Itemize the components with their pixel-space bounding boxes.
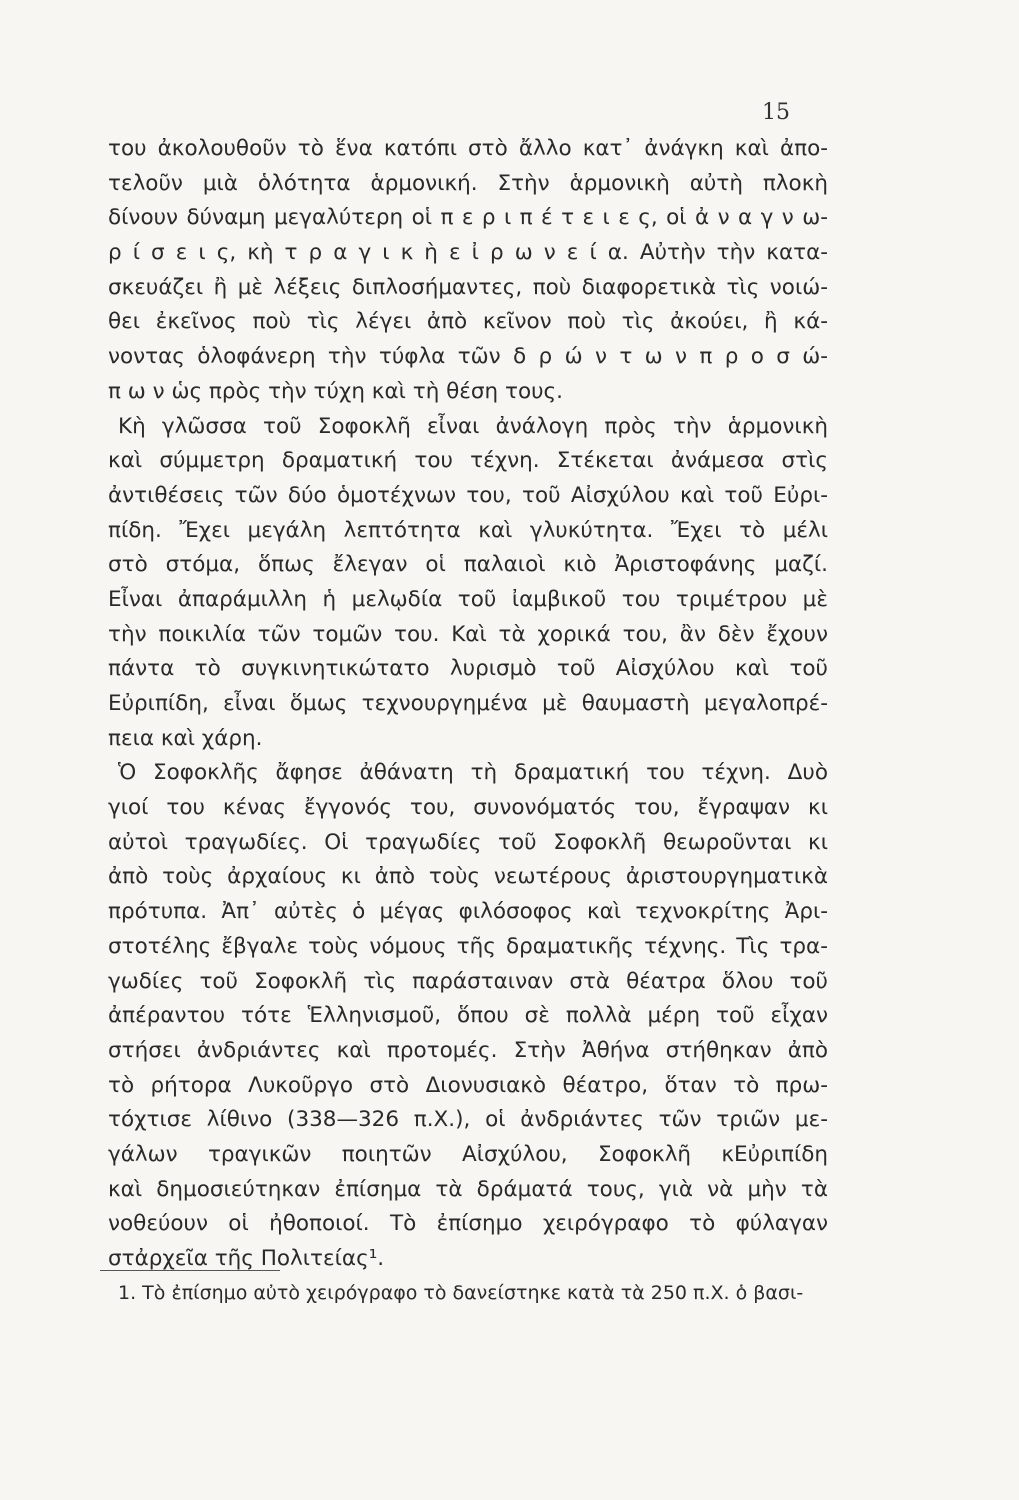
footnote: 1. Τὸ ἐπίσημο αὐτὸ χειρόγραφο τὸ δανείστηκε κατὰ τὰ 250 π.Χ. ὁ βασι- xyxy=(118,1282,804,1304)
body-text xyxy=(108,132,828,1277)
text-line: στἀρχεῖα τῆς Πολιτείας¹. xyxy=(108,1246,385,1271)
text-line: καὶ δημοσιεύτηκαν ἐπίσημα τὰ δράματά τους, γιὰ νὰ μὴν τὰ xyxy=(108,1176,828,1202)
text-line: θει ἐκεῖνος ποὺ τὶς λέγει ἀπὸ κεῖνον ποὺ τὶς ἀκούει, ἢ κά- xyxy=(108,309,828,335)
text-line: νοντας ὁλοφάνερη τὴν τύφλα τῶν δ ρ ώ ν τ ω ν π ρ ο σ ώ- xyxy=(108,344,828,370)
text-line: δίνουν δύναμη μεγαλύτερη οἱ π ε ρ ι π έ τ ε ι ε ς, οἱ ἀ ν α γ ν ω- xyxy=(108,205,828,231)
text-line: γωδίες τοῦ Σοφοκλῆ τὶς παράσταιναν στὰ θέατρα ὅλου τοῦ xyxy=(108,968,828,994)
text-line: πίδη. Ἔχει μεγάλη λεπτότητα καὶ γλυκύτητα. Ἔχει τὸ μέλι xyxy=(108,517,828,543)
text-line: τόχτισε λίθινο (338—326 π.Χ.), οἱ ἀνδριάντες τῶν τριῶν με- xyxy=(108,1107,828,1133)
text-line: γιοί του κένας ἔγγονός του, συνονόματός του, ἔγραψαν κι xyxy=(108,795,828,821)
text-line: στὸ στόμα, ὅπως ἔλεγαν οἱ παλαιοὶ κιὸ Ἀριστοφάνης μαζί. xyxy=(108,552,828,578)
text-line: καὶ σύμμετρη δραματική του τέχνη. Στέκεται ἀνάμεσα στὶς xyxy=(108,448,828,474)
text-line: στοτέλης ἔβγαλε τοὺς νόμους τῆς δραματικῆς τέχνης. Τὶς τρα- xyxy=(108,933,828,959)
text-line: πάντα τὸ συγκινητικώτατο λυρισμὸ τοῦ Αἰσχύλου καὶ τοῦ xyxy=(108,656,828,682)
text-line: Κὴ γλῶσσα τοῦ Σοφοκλῆ εἶναι ἀνάλογη πρὸς τὴν ἁρμονικὴ xyxy=(118,413,828,439)
text-line: Εὐριπίδη, εἶναι ὅμως τεχνουργημένα μὲ θαυμαστὴ μεγαλοπρέ- xyxy=(108,691,828,716)
text-line: του ἀκολουθοῦν τὸ ἕνα κατόπι στὸ ἄλλο κατ᾽ ἀνάγκη καὶ ἀπο- xyxy=(108,136,828,161)
text-line: τὸ ρήτορα Λυκοῦργο στὸ Διονυσιακὸ θέατρο, ὅταν τὸ πρω- xyxy=(108,1072,828,1098)
text-line: στήσει ἀνδριάντες καὶ προτομές. Στὴν Ἀθήνα στήθηκαν ἀπὸ xyxy=(108,1037,828,1063)
text-line: Ὁ Σοφοκλῆς ἄφησε ἀθάνατη τὴ δραματική του τέχνη. Δυὸ xyxy=(118,760,828,786)
text-line: αὐτοὶ τραγωδίες. Οἱ τραγωδίες τοῦ Σοφοκλῆ θεωροῦνται κι xyxy=(108,829,828,855)
text-line: γάλων τραγικῶν ποιητῶν Αἰσχύλου, Σοφοκλῆ κΕὐριπίδη xyxy=(108,1141,828,1167)
text-line: π ω ν ὡς πρὸς τὴν τύχη καὶ τὴ θέση τους. xyxy=(108,378,564,404)
text-line: σκευάζει ἢ μὲ λέξεις διπλοσήμαντες, ποὺ διαφορετικὰ τὶς νοιώ- xyxy=(108,274,828,300)
text-line: Εἶναι ἀπαράμιλλη ἡ μελῳδία τοῦ ἰαμβικοῦ του τριμέτρου μὲ xyxy=(108,586,828,612)
footnote-divider xyxy=(100,1270,280,1271)
text-line: ἀντιθέσεις τῶν δύο ὁμοτέχνων του, τοῦ Αἰσχύλου καὶ τοῦ Εὐρι- xyxy=(108,482,828,508)
text-line: πρότυπα. Ἀπ᾽ αὐτὲς ὁ μέγας φιλόσοφος καὶ τεχνοκρίτης Ἀρι- xyxy=(108,899,828,925)
text-line: ἀπέραντου τότε Ἑλληνισμοῦ, ὅπου σὲ πολλὰ μέρη τοῦ εἶχαν xyxy=(108,1003,828,1029)
text-line: νοθεύουν οἱ ἠθοποιοί. Τὸ ἐπίσημο χειρόγραφο τὸ φύλαγαν xyxy=(108,1211,828,1237)
text-line: τὴν ποικιλία τῶν τομῶν του. Καὶ τὰ χορικά του, ἂν δὲν ἔχουν xyxy=(108,621,828,647)
text-line: πεια καὶ χάρη. xyxy=(108,725,263,751)
text-line: ἀπὸ τοὺς ἀρχαίους κι ἀπὸ τοὺς νεωτέρους ἀριστουργηματικὰ xyxy=(108,864,828,890)
text-line: ρ ί σ ε ι ς, κὴ τ ρ α γ ι κ ὴ ε ἰ ρ ω ν ε ί α. Αὐτὴν τὴν κατα- xyxy=(108,240,828,266)
page-number: 15 xyxy=(762,100,790,125)
text-line: τελοῦν μιὰ ὁλότητα ἁρμονική. Στὴν ἁρμονικὴ αὐτὴ πλοκὴ xyxy=(108,170,828,196)
